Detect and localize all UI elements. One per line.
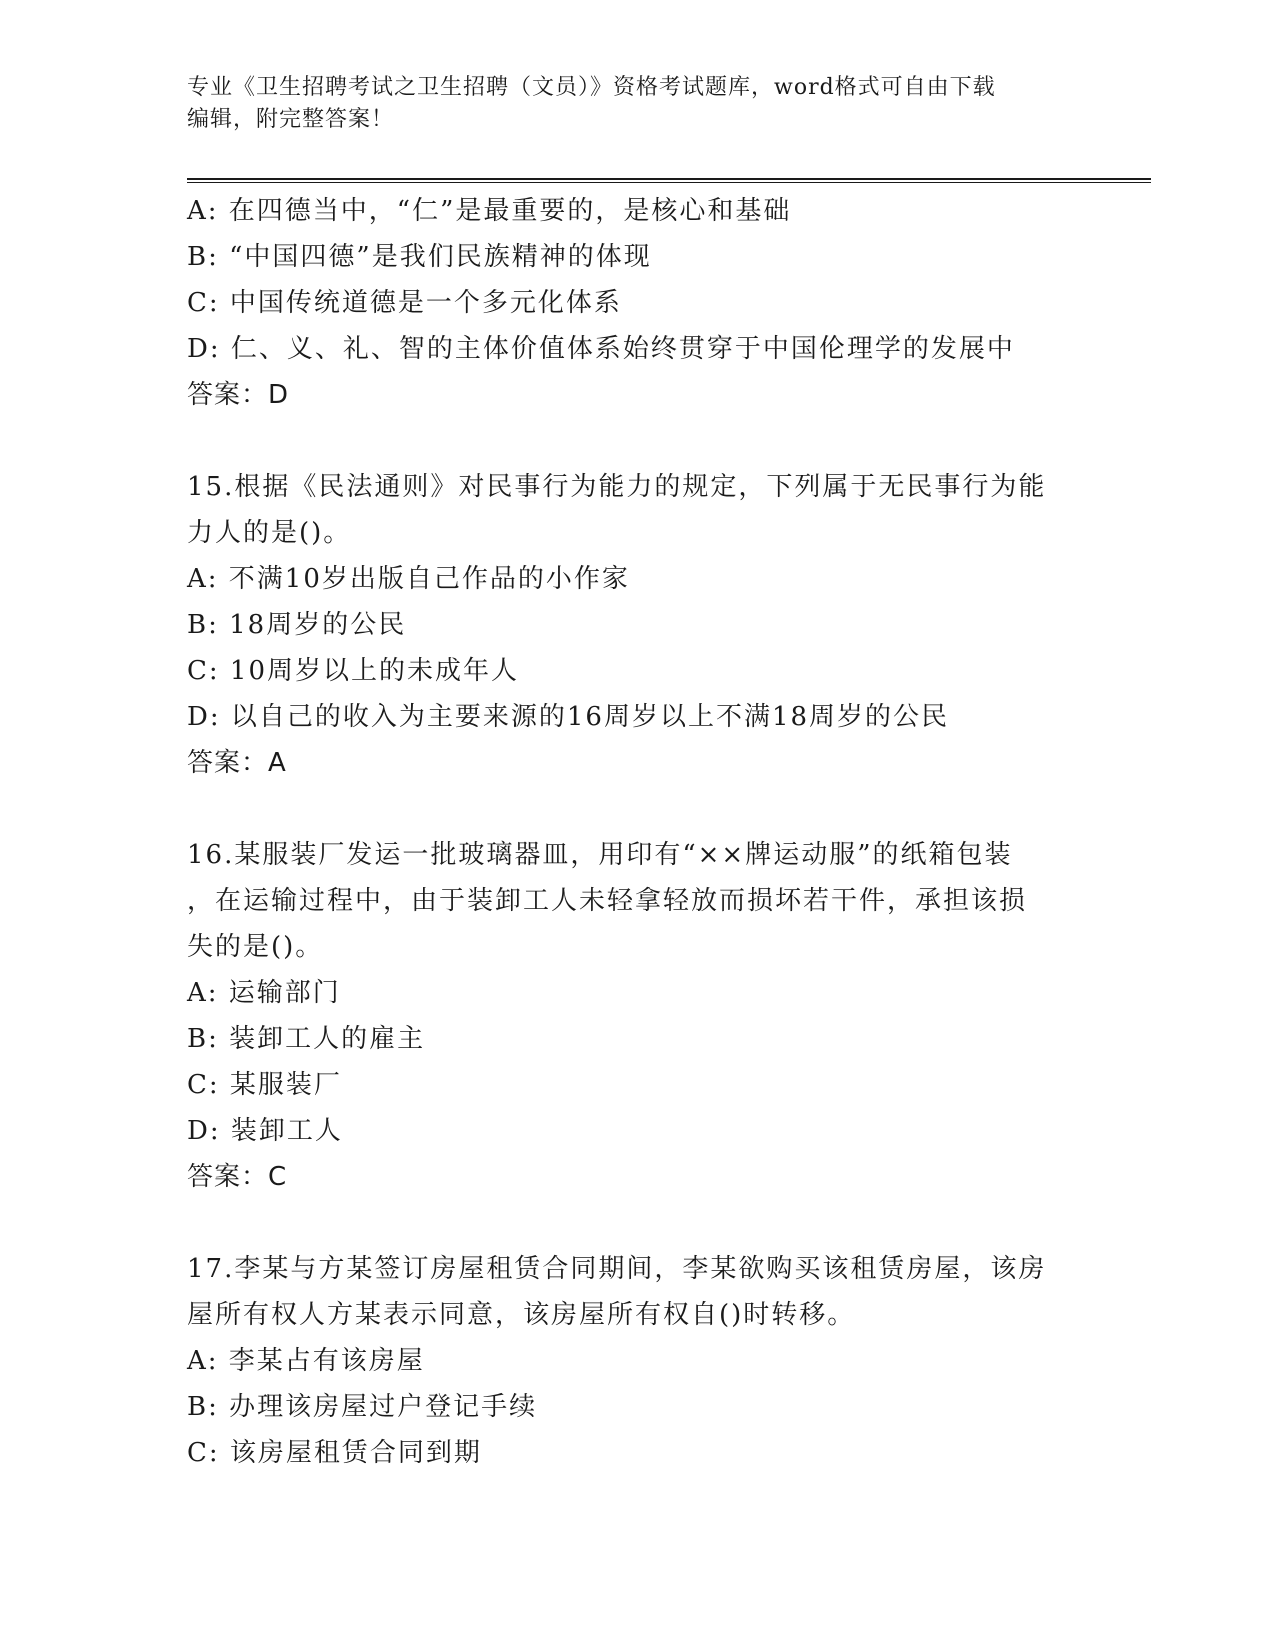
header-line-1: 专业《卫生招聘考试之卫生招聘（文员）》资格考试题库，word格式可自由下载 — [187, 75, 996, 100]
answer-line: 答案：D — [187, 380, 290, 410]
option-b: B: 办理该房屋过户登记手续 — [187, 1392, 538, 1422]
option-d: D: 以自己的收入为主要来源的16周岁以上不满18周岁的公民 — [187, 702, 950, 732]
option-b: B: 装卸工人的雇主 — [187, 1024, 426, 1054]
question-16 — [187, 832, 1087, 1200]
option-c: C: 中国传统道德是一个多元化体系 — [187, 288, 622, 318]
question-stem: 屋所有权人方某表示同意，该房屋所有权自()时转移。 — [187, 1300, 856, 1330]
question-14 — [187, 188, 1087, 418]
option-b: B: “中国四德”是我们民族精神的体现 — [187, 242, 652, 272]
spacer — [187, 418, 1087, 464]
option-c: C: 该房屋租赁合同到期 — [187, 1438, 482, 1468]
option-c: C: 10周岁以上的未成年人 — [187, 656, 520, 686]
document-header — [187, 72, 1087, 136]
question-stem: 17.李某与方某签订房屋租赁合同期间，李某欲购买该租赁房屋，该房 — [187, 1254, 1047, 1284]
option-c: C: 某服装厂 — [187, 1070, 342, 1100]
question-stem: 15.根据《民法通则》对民事行为能力的规定，下列属于无民事行为能 — [187, 472, 1047, 502]
question-stem: 失的是()。 — [187, 932, 324, 962]
spacer — [187, 1200, 1087, 1246]
option-a: A: 运输部门 — [187, 978, 341, 1008]
header-rule-thin — [187, 182, 1151, 183]
spacer — [187, 786, 1087, 832]
option-a: A: 不满10岁出版自己作品的小作家 — [187, 564, 630, 594]
question-17 — [187, 1246, 1087, 1476]
question-stem: 16.某服装厂发运一批玻璃器皿，用印有“××牌运动服”的纸箱包装 — [187, 840, 1013, 870]
question-15 — [187, 464, 1087, 786]
option-a: A: 在四德当中，“仁”是最重要的，是核心和基础 — [187, 196, 792, 226]
answer-line: 答案：C — [187, 1162, 288, 1192]
answer-line: 答案：A — [187, 748, 287, 778]
question-stem: 力人的是()。 — [187, 518, 352, 548]
option-d: D: 仁、义、礼、智的主体价值体系始终贯穿于中国伦理学的发展中 — [187, 334, 1015, 364]
option-a: A: 李某占有该房屋 — [187, 1346, 425, 1376]
question-list — [187, 188, 1087, 1476]
question-stem: ，在运输过程中，由于装卸工人未轻拿轻放而损坏若干件，承担该损 — [187, 886, 1028, 916]
header-line-2: 编辑，附完整答案！ — [187, 107, 395, 132]
header-rule-thick — [187, 178, 1151, 180]
option-d: D: 装卸工人 — [187, 1116, 343, 1146]
option-b: B: 18周岁的公民 — [187, 610, 407, 640]
